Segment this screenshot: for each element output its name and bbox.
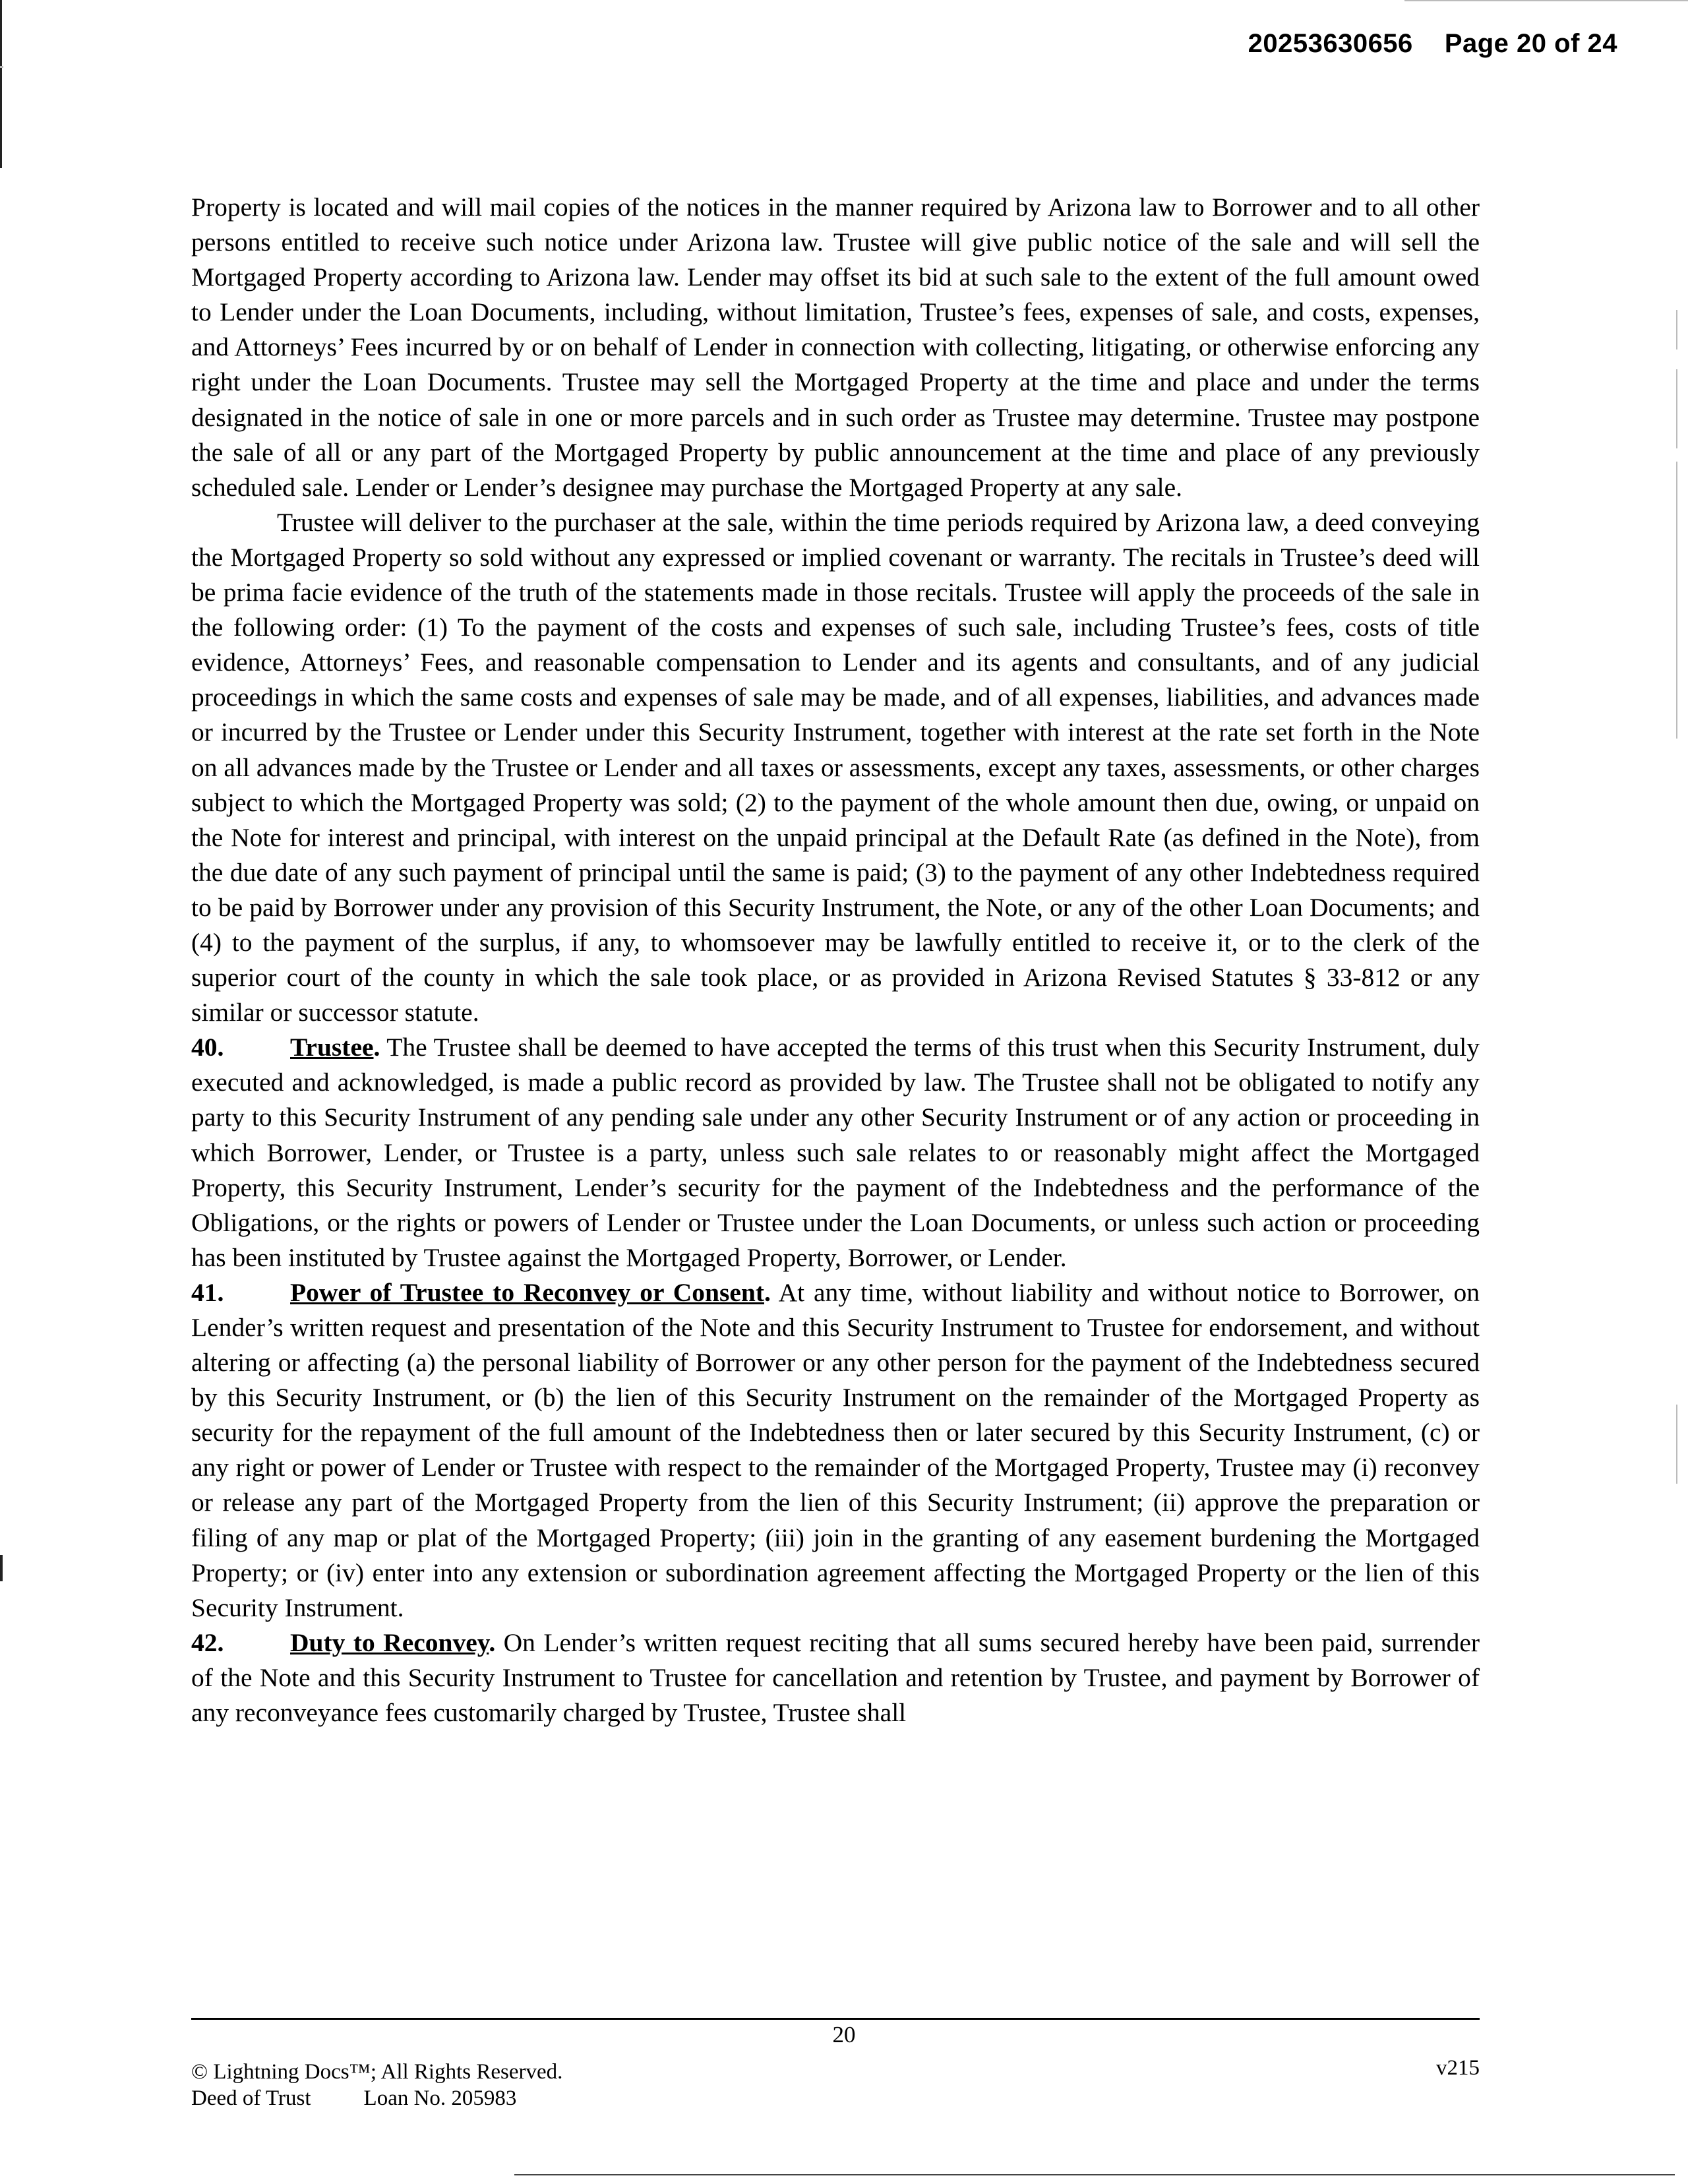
scan-mark-left-top — [0, 0, 2, 168]
scan-mark-right-1 — [1676, 310, 1677, 349]
document-body — [191, 190, 1480, 1730]
section-title: Power of Trustee to Reconvey or Consent — [290, 1277, 764, 1307]
section-number: 41. — [191, 1277, 224, 1307]
section-text: At any time, without liability and without notice to Borrower, on Lender’s written request and presentation of the Note and this Security Instrument to Trustee for endorsement, and without altering or affecting (a) the personal liability of Borrower or any other person for the payment of the Indebtedness secured by this Security Instrument, or (b) the lien of this Security Instrument on the remainder of the Mortgaged Property as security for the repayment of the full amount of the Indebtedness then or later secured by this Security Instrument, (c) or any right or power of Lender or Trustee with respect to the remainder of the Mortgaged Property, Trustee may (i) reconvey or release any part of the Mortgaged Property from the lien of this Security Instrument; (ii) approve the preparation or filing of any map or plat of the Mortgaged Property; (iii) join in the granting of any easement burdening the Mortgaged Property; or (iv) enter into any extension or subordination agreement affecting the Mortgaged Property or the lien of this Security Instrument. — [191, 1277, 1480, 1622]
document-number: 20253630656 — [1248, 29, 1413, 58]
scan-mark-right-4 — [1676, 1405, 1677, 1484]
footer-version: v215 — [1436, 2056, 1480, 2080]
footer-loan-number: Loan No. 205983 — [363, 2086, 517, 2110]
page-label: Page 20 of 24 — [1444, 29, 1617, 58]
section-41: 41. Power of Trustee to Reconvey or Consent. At any time, without liability and without notice to Borrower, on Lender’s written request and presentation of the Note and this Security Instrument to Trustee for endorsement, and without altering or affecting (a) the personal liability of Borrower or any other person for the payment of the Indebtedness secured by this Security Instrument, or (b) the lien of this Security Instrument on the remainder of the Mortgaged Property as security for the repayment of the full amount of the Indebtedness then or later secured by this Security Instrument, (c) or any right or power of Lender or Trustee with respect to the remainder of the Mortgaged Property, Trustee may (i) reconvey or release any part of the Mortgaged Property from the lien of this Security Instrument; (ii) approve the preparation or filing of any map or plat of the Mortgaged Property; (iii) join in the granting of any easement burdening the Mortgaged Property; or (iv) enter into any extension or subordination agreement affecting the Mortgaged Property or the lien of this Security Instrument. — [191, 1275, 1480, 1625]
footer-document-info — [191, 2085, 516, 2111]
footer-divider — [191, 2018, 1480, 2020]
section-number: 40. — [191, 1033, 224, 1062]
footer-doc-type: Deed of Trust — [191, 2086, 311, 2110]
section-40: 40. Trustee. The Trustee shall be deemed to have accepted the terms of this trust when this Security Instrument, duly executed and acknowledged, is made a public record as provided by law. The Trustee shall not be obligated to notify any party to this Security Instrument of any pending sale under any other Security Instrument or of any action or proceeding in which Borrower, Lender, or Trustee is a party, unless such sale relates to or reasonably might affect the Mortgaged Property, this Security Instrument, Lender’s security for the payment of the Indebtedness and the performance of the Obligations, or the rights or powers of Lender or Trustee under the Loan Documents, or unless such action or proceeding has been instituted by Trustee against the Mortgaged Property, Borrower, or Lender. — [191, 1030, 1480, 1275]
paragraph-sale-notice: Property is located and will mail copies of the notices in the manner required by Arizona law to Borrower and to all other persons entitled to receive such notice under Arizona law. Trustee will give public notice of the sale and will sell the Mortgaged Property according to Arizona law. Lender may offset its bid at such sale to the extent of the full amount owed to Lender under the Loan Documents, including, without limitation, Trustee’s fees, expenses of sale, and costs, expenses, and Attorneys’ Fees incurred by or on behalf of Lender in connection with collecting, litigating, or otherwise enforcing any right under the Loan Documents. Trustee may sell the Mortgaged Property at the time and place and under the terms designated in the notice of sale in one or more parcels and in such order as Trustee may determine. Trustee may postpone the sale of all or any part of the Mortgaged Property by public announcement at the time and place of any previously scheduled sale. Lender or Lender’s designee may purchase the Mortgaged Property at any sale. — [191, 193, 1480, 502]
scan-mark-left-upper — [0, 66, 3, 68]
scan-mark-right-2 — [1676, 369, 1677, 448]
recording-stamp — [1248, 29, 1617, 59]
section-42: 42. Duty to Reconvey. On Lender’s written request reciting that all sums secured hereby have been paid, surrender of the Note and this Security Instrument to Trustee for cancellation and retention by Trustee, and payment by Borrower of any reconveyance fees customarily charged by Trustee, Trustee shall — [191, 1625, 1480, 1730]
section-text: The Trustee shall be deemed to have accepted the terms of this trust when this Security Instrument, duly executed and acknowledged, is made a public record as provided by law. The Trustee shall not be obligated to notify any party to this Security Instrument of any pending sale under any other Security Instrument or of any action or proceeding in which Borrower, Lender, or Trustee is a party, unless such sale relates to or reasonably might affect the Mortgaged Property, this Security Instrument, Lender’s security for the payment of the Indebtedness and the performance of the Obligations, or the rights or powers of Lender or Trustee under the Loan Documents, or unless such action or proceeding has been instituted by Trustee against the Mortgaged Property, Borrower, or Lender. — [191, 1033, 1480, 1272]
paragraph-trustee-deed: Trustee will deliver to the purchaser at the sale, within the time periods required by Arizona law, a deed conveying the Mortgaged Property so sold without any expressed or implied covenant or warranty. The recitals in Trustee’s deed will be prima facie evidence of the truth of the statements made in those recitals. Trustee will apply the proceeds of the sale in the following order: (1) To the payment of the costs and expenses of such sale, including Trustee’s fees, costs of title evidence, Attorneys’ Fees, and reasonable compensation to Lender and its agents and consultants, and of any judicial proceedings in which the same costs and expenses of sale may be made, and of all expenses, liabilities, and advances made or incurred by the Trustee or Lender under this Security Instrument, together with interest at the rate set forth in the Note on all advances made by the Trustee or Lender and all taxes or assessments, except any taxes, assessments, or other charges subject to which the Mortgaged Property was sold; (2) to the payment of the whole amount then due, owing, or unpaid on the Note for interest and principal, with interest on the unpaid principal at the Default Rate (as defined in the Note), from the due date of any such payment of principal until the same is paid; (3) to the payment of any other Indebtedness required to be paid by Borrower under any provision of this Security Instrument, the Note, or any of the other Loan Documents; and (4) to the payment of the surplus, if any, to whomsoever may be lawfully entitled to receive it, or to the clerk of the superior court of the county in which the sale took place, or as provided in Arizona Revised Statutes § 33-812 or any similar or successor statute. — [191, 507, 1480, 1027]
scan-mark-right-3 — [1676, 462, 1677, 739]
scan-mark-left-lower — [0, 1555, 3, 1581]
footer-page-number: 20 — [832, 2022, 856, 2048]
section-title: Trustee — [290, 1033, 374, 1062]
section-number: 42. — [191, 1627, 224, 1657]
section-text: On Lender’s written request reciting that all sums secured hereby have been paid, surrender of the Note and this Security Instrument to Trustee for cancellation and retention by Trustee, and payment by Borrower of any reconveyance fees customarily charged by Trustee, Trustee shall — [191, 1627, 1480, 1728]
footer-copyright: © Lightning Docs™; All Rights Reserved. — [191, 2060, 563, 2084]
scan-bottom-edge — [514, 2174, 1675, 2175]
scan-top-edge — [1404, 0, 1688, 1]
section-title: Duty to Reconvey — [290, 1627, 489, 1657]
